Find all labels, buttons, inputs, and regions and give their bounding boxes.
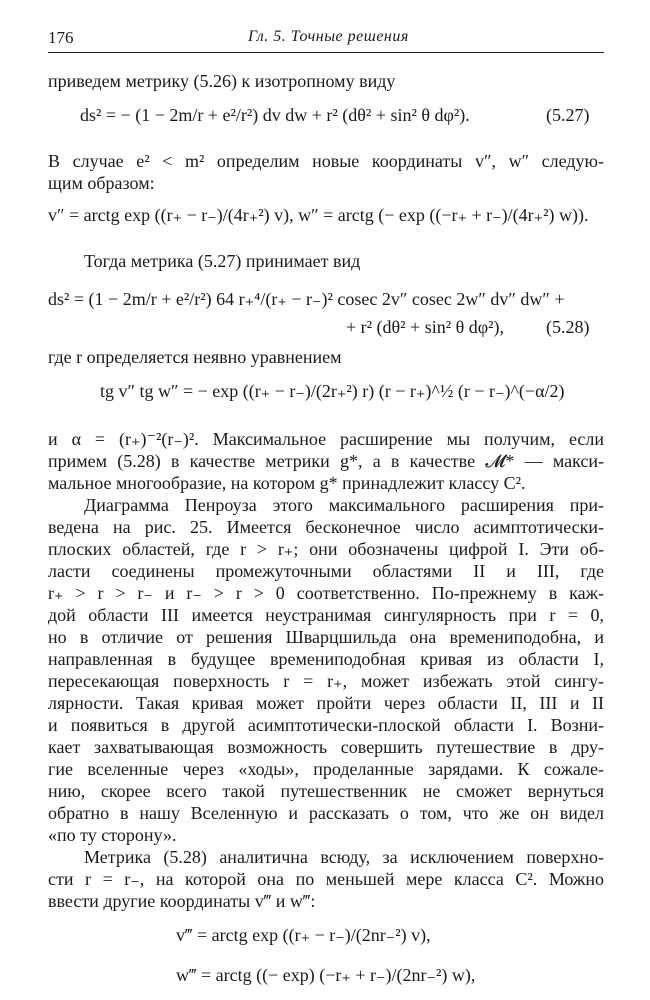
running-title: Гл. 5. Точные решения xyxy=(248,28,409,45)
paragraph-line: Метрика (5.28) аналитична всюду, за исключением поверхно- xyxy=(84,847,604,867)
paragraph-line: кает захватывающая возможность совершить путешествие в дру- xyxy=(48,737,604,757)
paragraph-line: сти r = r₋, на которой она по меньшей мере класса C². Можно xyxy=(48,869,604,889)
paragraph-line: ласти соединены промежуточными областями II и III, где xyxy=(48,561,604,581)
equation-5-27: ds² = − (1 − 2m/r + e²/r²) dv dw + r² (dθ² + sin² θ dφ²). xyxy=(80,105,470,125)
paragraph-line: Тогда метрика (5.27) принимает вид xyxy=(84,251,361,271)
equation-number: (5.28) xyxy=(546,317,590,337)
equation-coordinates: v″ = arctg exp ((r₊ − r₋)/(4r₊²) v), w″ = arctg (− exp ((−r₊ + r₋)/(4r₊²) w)). xyxy=(48,205,589,225)
paragraph-line: примем (5.28) в качестве метрики g*, а в качестве 𝓜* — макси- xyxy=(48,451,604,471)
paragraph-line: мальное многообразие, на котором g* принадлежит классу C². xyxy=(48,473,526,493)
paragraph-line: ввести другие координаты v‴ и w‴: xyxy=(48,891,316,911)
paragraph-line: обратно в нашу Вселенную и рассказать о том, что же он видел xyxy=(48,803,604,823)
paragraph-line: но в отличие от решения Шварцшильда она времениподобна, и xyxy=(48,627,604,647)
paragraph-line: приведем метрику (5.26) к изотропному виду xyxy=(48,71,396,91)
paragraph-line: направленная в будущее времениподобная кривая из области I, xyxy=(48,649,604,669)
page-number: 176 xyxy=(48,28,74,47)
paragraph-line: и α = (r₊)⁻²(r₋)². Максимальное расширение мы получим, если xyxy=(48,429,604,449)
paragraph-line: r₊ > r > r₋ и r₋ > r > 0 соответственно. По-прежнему в каж- xyxy=(48,583,604,603)
equation-v-triple-prime: v‴ = arctg exp ((r₊ − r₋)/(2nr₋²) v), xyxy=(176,925,431,945)
paragraph-line: ведена на рис. 25. Имеется бесконечное число асимптотически- xyxy=(48,517,604,537)
equation-5-28-line-2: + r² (dθ² + sin² θ dφ²), xyxy=(346,317,505,337)
paragraph-line: нию, скорее всего такой путешественник не сможет вернуться xyxy=(48,781,604,801)
paragraph-line: и появиться в другой асимптотически-плоской области I. Возни- xyxy=(48,715,604,735)
paragraph-line: пересекающая поверхность r = r₊, может избежать этой сингу- xyxy=(48,671,604,691)
equation-implicit-r: tg v″ tg w″ = − exp ((r₊ − r₋)/(2r₊²) r) (r − r₊)^½ (r − r₋)^(−α/2) xyxy=(100,381,565,401)
paragraph-line: гие вселенные через «ходы», проделанные зарядами. К сожале- xyxy=(48,759,604,779)
paragraph-line: плоских областей, где r > r₊; они обозначены цифрой I. Эти об- xyxy=(48,539,604,559)
paragraph-line: дой области III имеется неустранимая сингулярность при r = 0, xyxy=(48,605,604,625)
paragraph-line: где r определяется неявно уравнением xyxy=(48,347,342,367)
paragraph-line: щим образом: xyxy=(48,173,155,193)
paragraph-line: Диаграмма Пенроуза этого максимального расширения при- xyxy=(84,495,604,515)
paragraph-line: лярности. Такая кривая может пройти через области II, III и II xyxy=(48,693,604,713)
equation-w-triple-prime: w‴ = arctg ((− exp) (−r₊ + r₋)/(2nr₋²) w), xyxy=(176,965,476,985)
equation-5-28-line-1: ds² = (1 − 2m/r + e²/r²) 64 r₊⁴/(r₊ − r₋)² cosec 2v″ cosec 2w″ dv″ dw″ + xyxy=(48,289,565,309)
paragraph-line: «по ту сторону». xyxy=(48,825,177,845)
equation-number: (5.27) xyxy=(546,105,590,125)
page-header xyxy=(48,28,604,53)
paragraph-line: В случае e² < m² определим новые координаты v″, w″ следую- xyxy=(48,151,604,171)
